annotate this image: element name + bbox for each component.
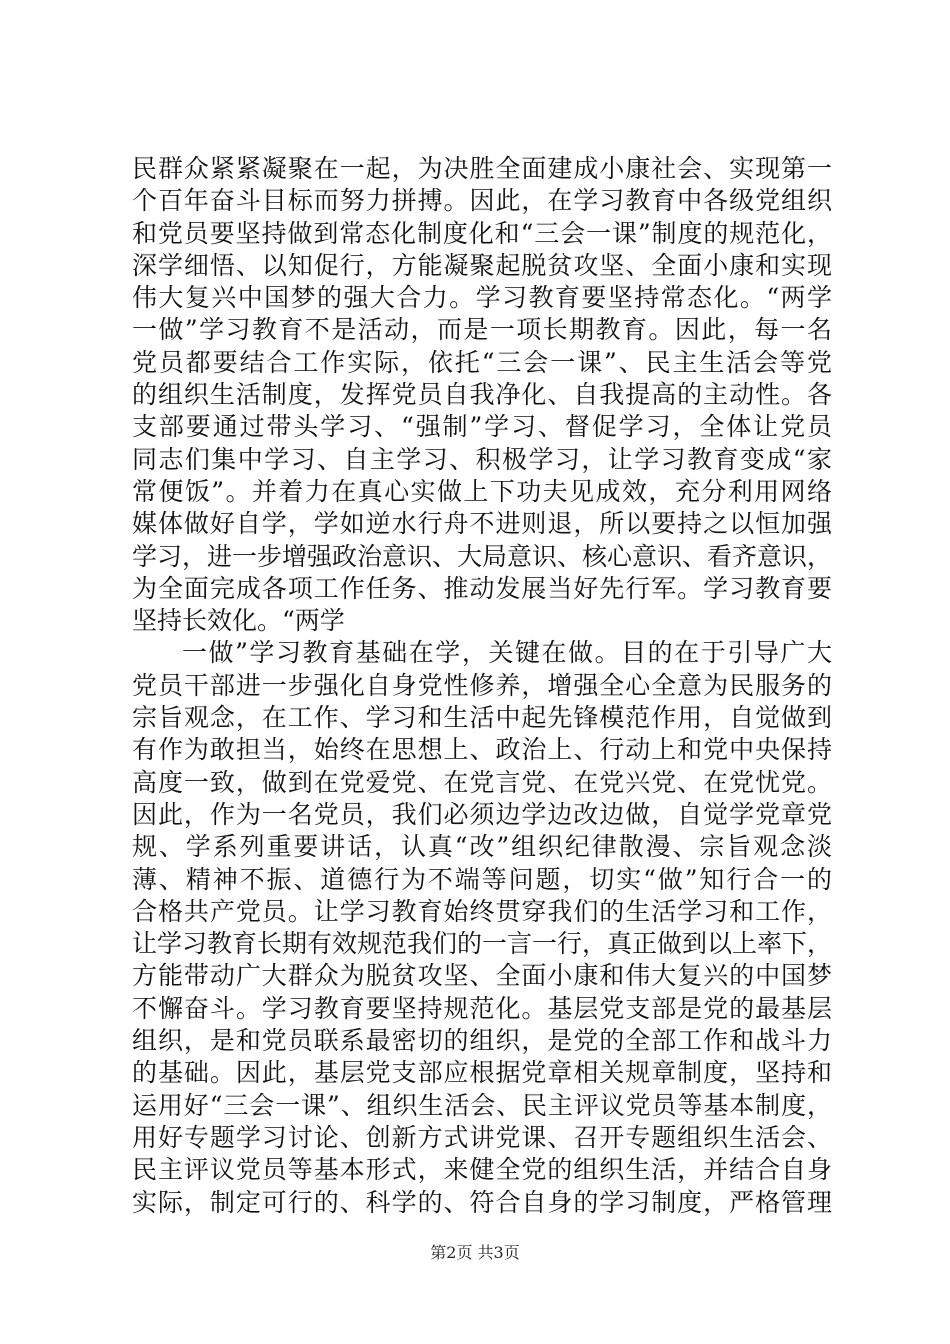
text-line: 和党员要坚持做到常态化制度化和“三会一课”制度的规范化， <box>132 218 832 248</box>
text-line: 党员干部进一步强化自身党性修养，增强全心全意为民服务的 <box>132 670 832 700</box>
text-line: 的基础。因此，基层党支部应根据党章相关规章制度，坚持和 <box>132 1058 832 1088</box>
text-line: 薄、精神不振、道德行为不端等问题，切实“做”知行合一的 <box>132 864 832 894</box>
text-line: 方能带动广大群众为脱贫攻坚、全面小康和伟大复兴的中国梦 <box>132 961 832 991</box>
text-line: 媒体做好自学，学如逆水行舟不进则退，所以要持之以恒加强 <box>132 509 832 539</box>
text-line: 让学习教育长期有效规范我们的一言一行，真正做到以上率下， <box>132 929 833 959</box>
text-line: 运用好“三会一课”、组织生活会、民主评议党员等基本制度， <box>132 1090 832 1120</box>
text-line: 因此，作为一名党员，我们必须边学边改边做，自觉学党章党 <box>132 799 832 829</box>
text-line: 同志们集中学习、自主学习、积极学习，让学习教育变成“家 <box>132 444 832 474</box>
text-line: 一做”学习教育不是活动，而是一项长期教育。因此，每一名 <box>132 315 832 345</box>
text-line: 的组织生活制度，发挥党员自我净化、自我提高的主动性。各 <box>132 380 832 410</box>
body-text <box>132 153 832 1219</box>
text-line: 党员都要结合工作实际，依托“三会一课”、民主生活会等党 <box>132 347 832 377</box>
text-line: 实际，制定可行的、科学的、符合自身的学习制度，严格管理 <box>132 1187 832 1217</box>
page-footer <box>0 1242 950 1264</box>
text-line: 为全面完成各项工作任务、推动发展当好先行军。学习教育要 <box>132 573 832 603</box>
text-line: 组织，是和党员联系最密切的组织，是党的全部工作和战斗力 <box>132 1026 832 1056</box>
text-line: 高度一致，做到在党爱党、在党言党、在党兴党、在党忧党。 <box>132 767 832 797</box>
text-line: 坚持长效化。“两学 <box>132 606 345 636</box>
text-line: 常便饭”。并着力在真心实做上下功夫见成效，充分利用网络 <box>132 476 832 506</box>
text-line: 民主评议党员等基本形式，来健全党的组织生活，并结合自身 <box>132 1155 832 1185</box>
text-line: 规、学系列重要讲话，认真“改”组织纪律散漫、宗旨观念淡 <box>132 832 832 862</box>
text-line: 学习，进一步增强政治意识、大局意识、核心意识、看齐意识， <box>132 541 833 571</box>
text-line: 伟大复兴中国梦的强大合力。学习教育要坚持常态化。“两学 <box>132 283 832 313</box>
page-number: 第2页 共3页 <box>430 1243 520 1262</box>
text-line: 用好专题学习讨论、创新方式讲党课、召开专题组织生活会、 <box>132 1122 832 1152</box>
text-line: 个百年奋斗目标而努力拼搏。因此，在学习教育中各级党组织 <box>132 186 832 216</box>
text-line-indented: 一做”学习教育基础在学，关键在做。目的在于引导广大 <box>182 638 832 668</box>
text-line: 深学细悟、以知促行，方能凝聚起脱贫攻坚、全面小康和实现 <box>132 250 832 280</box>
text-line: 合格共产党员。让学习教育始终贯穿我们的生活学习和工作， <box>132 896 832 926</box>
text-line: 支部要通过带头学习、“强制”学习、督促学习，全体让党员 <box>132 412 832 442</box>
text-line: 有作为敢担当，始终在思想上、政治上、行动上和党中央保持 <box>132 735 832 765</box>
text-line: 不懈奋斗。学习教育要坚持规范化。基层党支部是党的最基层 <box>132 993 832 1023</box>
text-line: 民群众紧紧凝聚在一起，为决胜全面建成小康社会、实现第一 <box>132 154 832 183</box>
text-line: 宗旨观念，在工作、学习和生活中起先锋模范作用，自觉做到 <box>132 703 832 733</box>
